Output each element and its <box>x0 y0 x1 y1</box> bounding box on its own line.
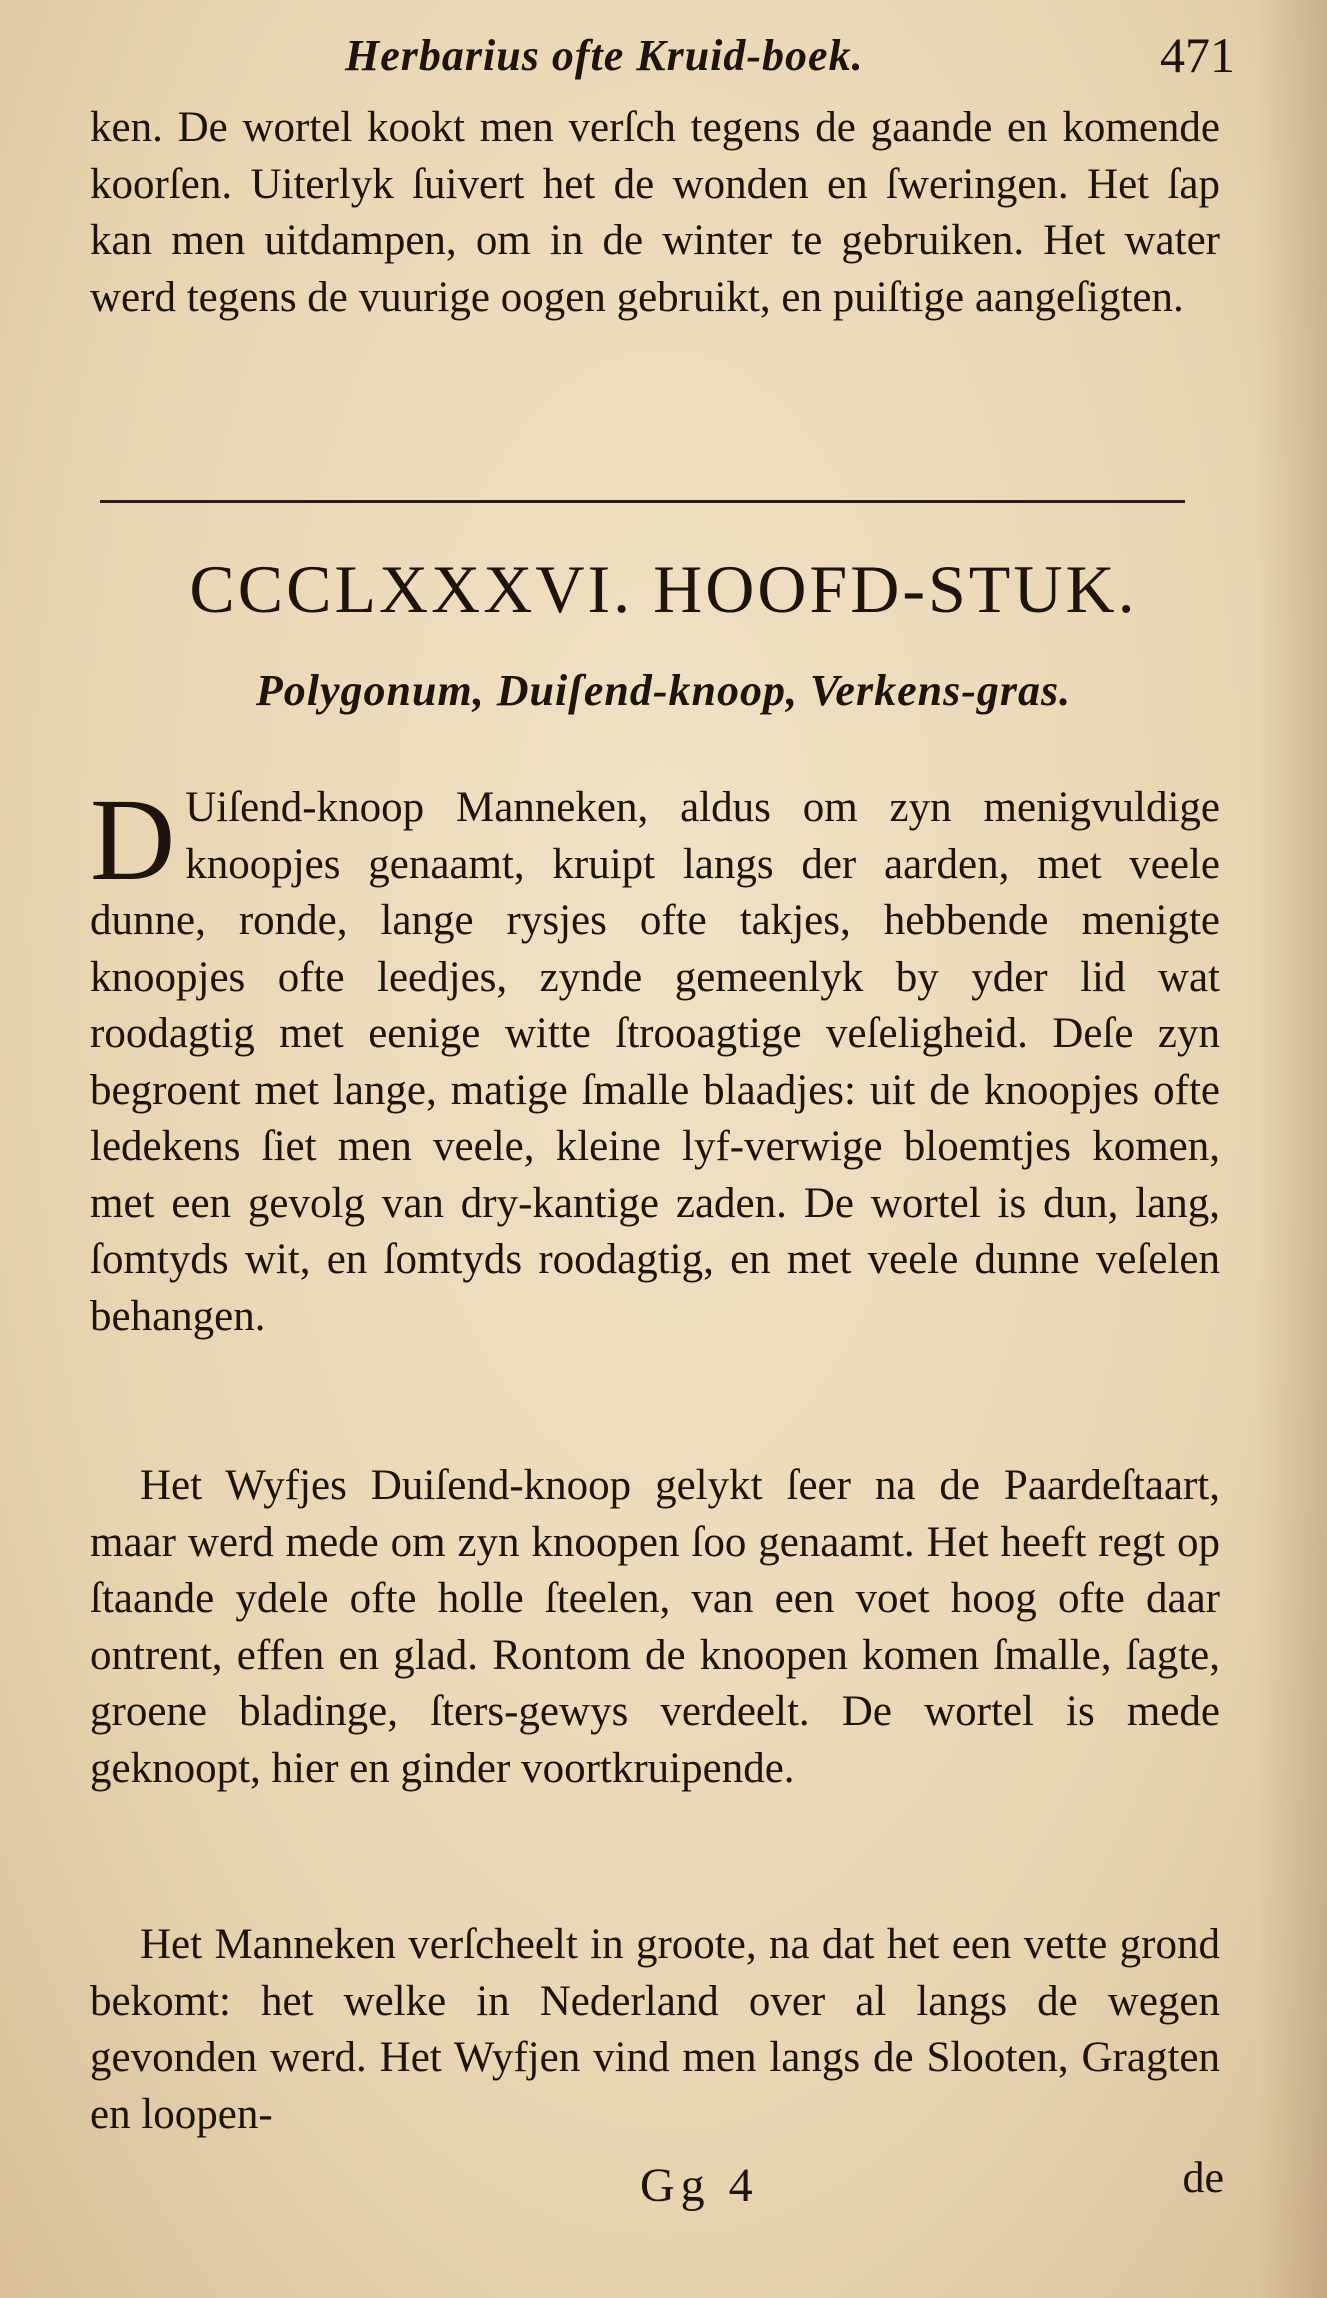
signature-mark: Gg 4 <box>640 2159 759 2212</box>
top-paragraph: ken. De wortel kookt men verſch tegens de gaande en komende koorſen. Uiterlyk ſuivert het de wonden en ſweringen. Het ſap kan men uitdampen, om in de winter te gebruiken. Het water werd tegens de vuurige oogen gebruikt, en puiſtige aangeſigten. <box>90 104 1220 321</box>
paragraph-3: Het Manneken verſcheelt in groote, na dat het een vette grond bekomt: het welke in Nederland over al langs de wegen gevonden werd. Het Wyfjen vind men langs de Slooten, Gragten en loopen- <box>90 1921 1220 2138</box>
paragraph-1 <box>90 774 1220 1345</box>
section-divider <box>100 500 1185 503</box>
page-edge-shadow <box>1257 0 1327 2298</box>
chapter-heading: CCCLXXXVI. HOOFD-STUK. <box>189 551 1138 627</box>
drop-cap: D <box>90 774 176 905</box>
running-head <box>0 27 1327 100</box>
paragraph-1-text: Uiſend-knoop Manneken, aldus om zyn menigvuldige knoopjes genaamt, kruipt langs der aarden, met veele dunne, ronde, lange rysjes ofte takjes, hebbende menigte knoopjes ofte leedjes, zynde gemeenlyk by yder lid wat roodagtig met eenige witte ſtrooagtige veſeligheid. Deſe zyn begroent met lange, matige ſmalle blaadjes: uit de knoopjes ofte ledekens ſiet men veele, kleine lyf-verwige bloemtjes komen, met een gevolg van dry-kantige zaden. De wortel is dun, lang, ſomtyds wit, en ſomtyds roodagtig, en met veele dunne veſelen behangen. <box>90 784 1220 1340</box>
catchword: de <box>1182 2153 1224 2202</box>
paragraph-2: Het Wyfjes Duiſend-knoop gelykt ſeer na de Paardeſtaart, maar werd mede om zyn knoopen ſoo genaamt. Het heeft regt op ſtaande ydele ofte holle ſteelen, van een voet hoog ofte daar ontrent, effen en glad. Rontom de knoopen komen ſmalle, ſagte, groene bladinge, ſters-gewys verdeelt. De wortel is mede geknoopt, hier en ginder voortkruipende. <box>90 1462 1220 1792</box>
page-footer <box>0 2153 1327 2228</box>
chapter-subtitle: Polygonum, Duiſend-knoop, Verkens-gras. <box>255 666 1072 715</box>
running-title: Herbarius ofte Kruid-boek. <box>345 31 864 80</box>
page-number: 471 <box>1160 27 1235 83</box>
